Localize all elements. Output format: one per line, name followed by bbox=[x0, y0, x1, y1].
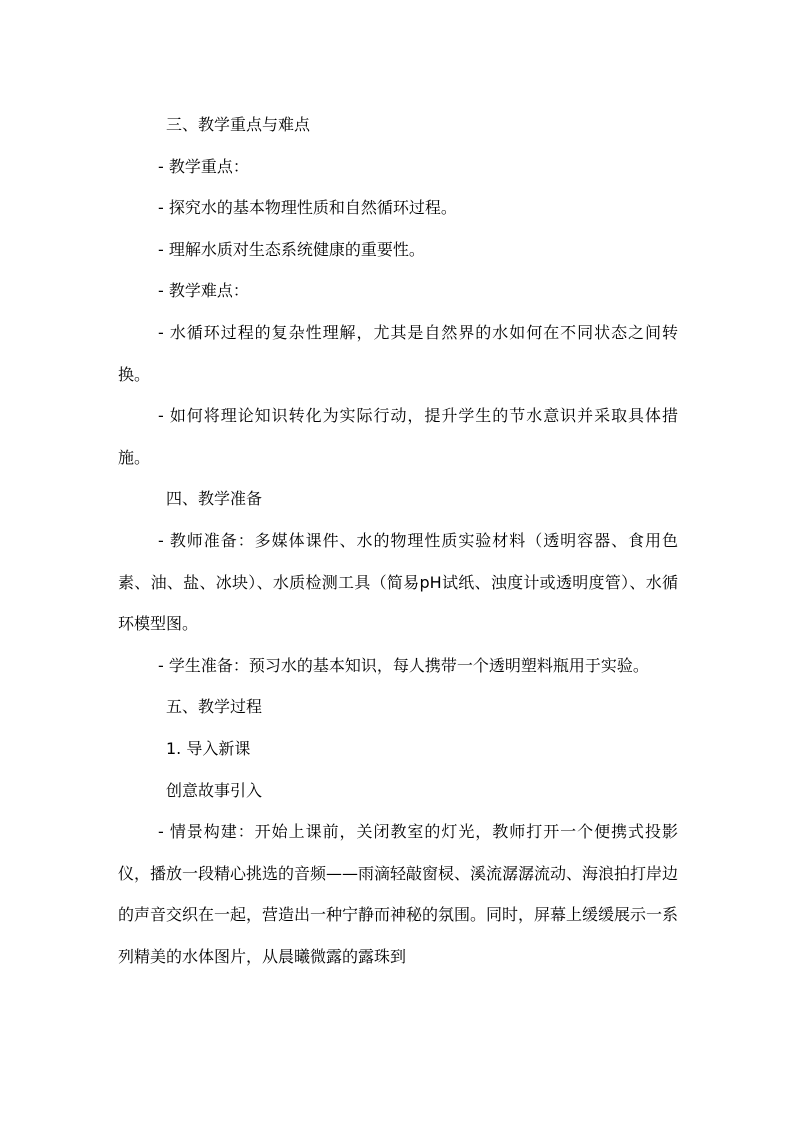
key-points-label: - 教学重点： bbox=[158, 156, 249, 176]
scenario-paragraph: - 情景构建：开始上课前，关闭教室的灯光，教师打开一个便携式投影仪，播放一段精心挑选的音频——雨滴轻敲窗棂、溪流潺潺流动、海浪拍打岸边的声音交织在一起，营造出一种宁静而神秘的氛围。同时，屏幕上缓缓展示一系列精美的水体图片，从晨曦微露的露珠到 bbox=[118, 822, 679, 966]
step-subheading: 创意故事引入 bbox=[166, 780, 263, 800]
difficulty-item: - 水循环过程的复杂性理解，尤其是自然界的水如何在不同状态之间转换。 bbox=[118, 322, 678, 384]
difficulty-item: - 如何将理论知识转化为实际行动，提升学生的节水意识并采取具体措施。 bbox=[118, 406, 678, 467]
key-point-item: - 探究水的基本物理性质和自然循环过程。 bbox=[158, 198, 457, 218]
key-point-item: - 理解水质对生态系统健康的重要性。 bbox=[158, 239, 425, 259]
section-heading-teaching-focus: 三、教学重点与难点 bbox=[166, 115, 311, 134]
teacher-preparation: - 教师准备：多媒体课件、水的物理性质实验材料（透明容器、食用色素、油、盐、冰块）、水质检测工具（简易pH试纸、浊度计或透明度管）、水循环模型图。 bbox=[118, 530, 678, 634]
student-preparation: - 学生准备：预习水的基本知识，每人携带一个透明塑料瓶用于实验。 bbox=[158, 655, 649, 675]
section-heading-teaching-preparation: 四、教学准备 bbox=[166, 489, 263, 509]
step-heading-introduction: 1. 导入新课 bbox=[166, 738, 251, 758]
section-heading-teaching-process: 五、教学过程 bbox=[166, 697, 263, 717]
difficulties-label: - 教学难点： bbox=[158, 281, 249, 301]
document-body bbox=[118, 104, 678, 977]
